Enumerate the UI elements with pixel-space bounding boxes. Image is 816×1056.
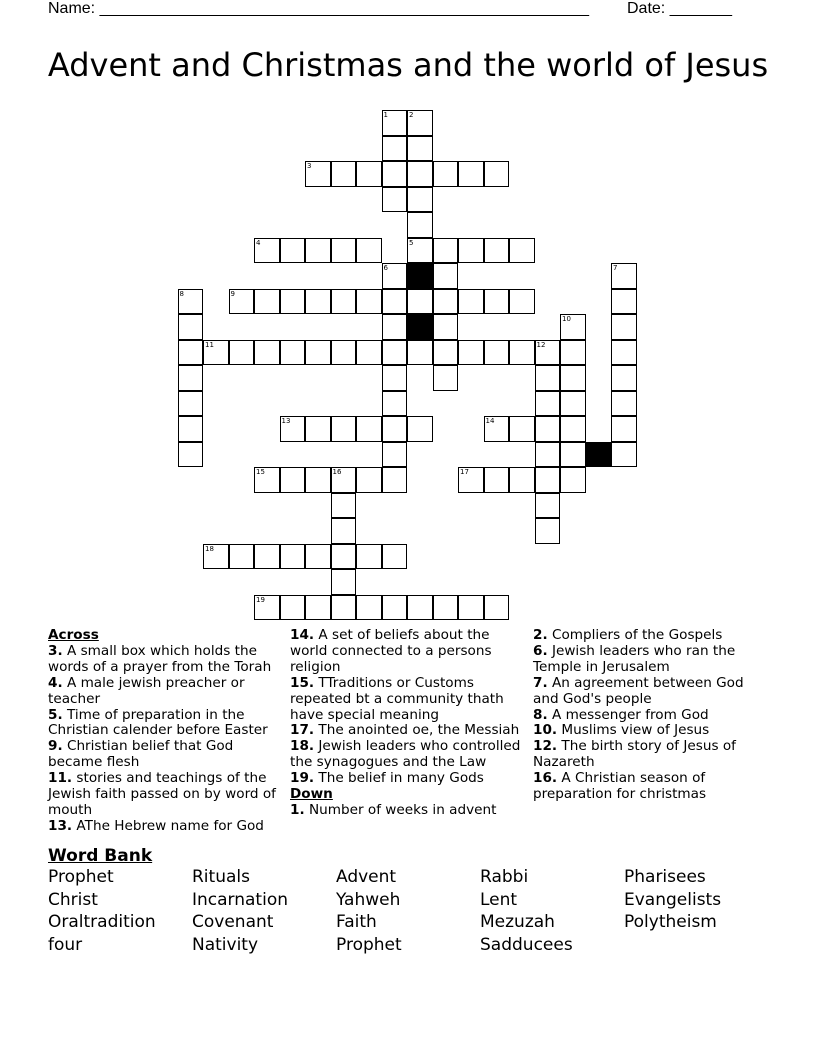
clue-item	[48, 739, 283, 771]
grid-block-cell	[407, 263, 433, 289]
clue-item	[533, 708, 768, 724]
clue-number: 12	[536, 340, 546, 349]
grid-cell[interactable]	[407, 289, 433, 315]
grid-cell[interactable]	[560, 442, 586, 468]
grid-cell[interactable]	[560, 314, 586, 340]
grid-cell[interactable]	[407, 110, 433, 136]
clue-item	[48, 771, 283, 819]
grid-cell[interactable]	[382, 544, 408, 570]
grid-cell[interactable]	[407, 187, 433, 213]
clue-number: 8	[179, 289, 184, 298]
grid-cell[interactable]	[433, 340, 459, 366]
clue-number-label: 1.	[290, 801, 305, 818]
clue-number: 18	[205, 544, 214, 553]
clue-number: 9	[230, 289, 235, 298]
grid-cell[interactable]	[203, 544, 229, 570]
grid-cell[interactable]	[254, 238, 280, 264]
clue-number: 15	[256, 468, 265, 476]
grid-cell[interactable]	[178, 340, 204, 366]
clue-number-label: 16.	[533, 770, 558, 787]
grid-cell[interactable]	[331, 595, 357, 621]
clue-item	[290, 803, 525, 819]
clue-number-label: 13.	[48, 817, 73, 834]
grid-cell[interactable]	[331, 518, 357, 544]
clue-item	[290, 739, 525, 771]
word-bank-word: Pharisees	[624, 867, 706, 887]
grid-cell[interactable]	[331, 416, 357, 442]
grid-cell[interactable]	[407, 340, 433, 366]
clue-number-label: 17.	[290, 722, 315, 739]
page-title: Advent and Christmas and the world of Jesus	[47, 46, 769, 84]
grid-cell[interactable]	[305, 467, 331, 493]
grid-cell[interactable]	[433, 289, 459, 315]
grid-cell[interactable]	[331, 467, 357, 493]
word-bank-word: Covenant	[192, 912, 274, 933]
word-bank-word: Christ	[48, 889, 98, 910]
grid-cell[interactable]	[280, 467, 306, 493]
clue-text: Muslims view of Jesus	[557, 722, 710, 739]
grid-cell[interactable]	[331, 493, 357, 519]
grid-cell[interactable]	[254, 544, 280, 570]
grid-cell[interactable]	[611, 442, 637, 468]
clue-text: Jewish leaders who controlled the synagogues and the Law	[290, 738, 521, 771]
grid-cell[interactable]	[509, 416, 535, 442]
grid-cell[interactable]	[331, 238, 357, 264]
grid-cell[interactable]	[382, 314, 408, 340]
clue-number-label: 12.	[533, 738, 558, 755]
clue-item	[290, 676, 525, 724]
clue-item	[533, 676, 768, 708]
grid-cell[interactable]	[484, 238, 510, 264]
grid-cell[interactable]	[611, 365, 637, 391]
grid-cell[interactable]	[356, 238, 382, 264]
clue-number-label: 14.	[290, 627, 315, 643]
word-bank-word: Rabbi	[480, 867, 529, 887]
clue-number: 5	[409, 238, 414, 247]
clue-number: 19	[256, 595, 265, 604]
clue-number: 7	[613, 264, 618, 272]
grid-cell[interactable]	[560, 365, 586, 391]
grid-cell[interactable]	[382, 340, 408, 366]
clue-text: The birth story of Jesus of Nazareth	[533, 738, 736, 771]
grid-cell[interactable]	[433, 314, 459, 340]
grid-cell[interactable]	[178, 314, 204, 340]
clue-item	[533, 739, 768, 771]
clue-text: A male jewish preacher or teacher	[48, 674, 245, 707]
across-clue-list	[48, 644, 283, 835]
grid-cell[interactable]	[458, 289, 484, 315]
across-clue-list-continued	[290, 628, 525, 787]
word-bank-word: Oraltradition	[48, 912, 156, 933]
word-bank-word: four	[48, 935, 83, 956]
clue-number: 3	[307, 162, 312, 170]
clue-number-label: 3.	[48, 642, 63, 659]
grid-cell[interactable]	[254, 595, 280, 621]
clue-item	[290, 628, 525, 676]
grid-cell[interactable]	[305, 416, 331, 442]
clue-number-label: 8.	[533, 706, 548, 723]
grid-cell[interactable]	[535, 442, 561, 468]
grid-cell[interactable]	[382, 442, 408, 468]
grid-cell[interactable]	[382, 467, 408, 493]
grid-cell[interactable]	[560, 416, 586, 442]
clue-number-label: 4.	[48, 674, 63, 691]
clue-item	[533, 723, 768, 739]
word-bank-column	[192, 866, 288, 957]
grid-cell[interactable]	[331, 544, 357, 570]
grid-cell[interactable]	[280, 238, 306, 264]
grid-cell[interactable]	[305, 544, 331, 570]
down-clue-list-continued	[533, 628, 768, 803]
grid-block-cell	[586, 442, 612, 468]
word-bank-word: Prophet	[336, 935, 402, 956]
clue-text: TTraditions or Customs repeated bt a community thath have special meaning	[290, 674, 504, 723]
grid-cell[interactable]	[178, 416, 204, 442]
grid-cell[interactable]	[509, 238, 535, 264]
clue-number: 4	[256, 238, 261, 247]
grid-cell[interactable]	[560, 467, 586, 493]
grid-cell[interactable]	[611, 289, 637, 315]
grid-cell[interactable]	[305, 289, 331, 315]
grid-cell[interactable]	[407, 212, 433, 238]
word-bank-word: Advent	[336, 867, 397, 887]
clue-item	[290, 771, 525, 787]
grid-cell[interactable]	[280, 595, 306, 621]
grid-cell[interactable]	[407, 416, 433, 442]
clue-item	[48, 644, 283, 676]
clue-text: A small box which holds the words of a prayer from the Torah	[48, 642, 272, 675]
clue-number: 1	[383, 111, 388, 119]
grid-cell[interactable]	[331, 289, 357, 315]
clue-number-label: 18.	[290, 738, 315, 755]
across-header: Across	[48, 627, 99, 643]
grid-cell[interactable]	[229, 544, 255, 570]
clues-column-1	[48, 628, 283, 835]
word-bank-column	[336, 866, 402, 957]
clue-text: The anointed oe, the Messiah	[314, 722, 520, 739]
grid-cell[interactable]	[560, 391, 586, 417]
clue-number-label: 10.	[533, 722, 558, 739]
grid-cell[interactable]	[535, 467, 561, 493]
grid-cell[interactable]	[407, 161, 433, 187]
grid-cell[interactable]	[433, 238, 459, 264]
grid-cell[interactable]	[509, 340, 535, 366]
grid-cell[interactable]	[433, 161, 459, 187]
grid-cell[interactable]	[611, 314, 637, 340]
clue-number-label: 11.	[48, 770, 73, 787]
grid-cell[interactable]	[382, 110, 408, 136]
grid-cell[interactable]	[382, 161, 408, 187]
word-bank-word: Incarnation	[192, 889, 288, 910]
clue-number: 13	[281, 417, 291, 425]
word-bank-column	[624, 866, 721, 934]
down-clue-list	[290, 803, 525, 819]
clue-number: 6	[383, 264, 388, 272]
grid-block-cell	[407, 314, 433, 340]
grid-cell[interactable]	[407, 595, 433, 621]
word-bank-title: Word Bank	[48, 846, 153, 866]
grid-cell[interactable]	[356, 467, 382, 493]
grid-cell[interactable]	[203, 340, 229, 366]
word-bank-word: Yahweh	[336, 889, 401, 910]
clue-number-label: 5.	[48, 706, 63, 723]
grid-cell[interactable]	[254, 467, 280, 493]
grid-cell[interactable]	[509, 289, 535, 315]
clue-number-label: 7.	[533, 674, 548, 691]
grid-cell[interactable]	[484, 161, 510, 187]
grid-cell[interactable]	[509, 467, 535, 493]
word-bank-word: Faith	[336, 912, 377, 933]
grid-cell[interactable]	[356, 289, 382, 315]
grid-cell[interactable]	[178, 391, 204, 417]
grid-cell[interactable]	[305, 340, 331, 366]
grid-cell[interactable]	[356, 595, 382, 621]
clue-number: 10	[562, 315, 571, 323]
word-bank-word: Sadducees	[480, 935, 573, 956]
grid-cell[interactable]	[458, 467, 484, 493]
grid-cell[interactable]	[280, 416, 306, 442]
grid-cell[interactable]	[433, 263, 459, 289]
grid-cell[interactable]	[356, 340, 382, 366]
grid-cell[interactable]	[382, 263, 408, 289]
clue-number: 16	[332, 468, 342, 476]
grid-cell[interactable]	[611, 263, 637, 289]
clue-number-label: 6.	[533, 642, 548, 659]
clue-text: A messenger from God	[547, 706, 709, 723]
grid-cell[interactable]	[382, 136, 408, 162]
grid-cell[interactable]	[458, 238, 484, 264]
grid-cell[interactable]	[484, 289, 510, 315]
grid-cell[interactable]	[356, 416, 382, 442]
grid-cell[interactable]	[560, 340, 586, 366]
grid-cell[interactable]	[407, 136, 433, 162]
grid-cell[interactable]	[433, 595, 459, 621]
clue-item	[48, 708, 283, 740]
grid-cell[interactable]	[382, 391, 408, 417]
grid-cell[interactable]	[535, 493, 561, 519]
grid-cell[interactable]	[280, 340, 306, 366]
clues-column-3	[533, 628, 768, 803]
grid-cell[interactable]	[535, 416, 561, 442]
grid-cell[interactable]	[458, 340, 484, 366]
grid-cell[interactable]	[484, 467, 510, 493]
grid-cell[interactable]	[331, 161, 357, 187]
grid-cell[interactable]	[535, 365, 561, 391]
grid-cell[interactable]	[178, 289, 204, 315]
word-bank-word: Polytheism	[624, 912, 717, 933]
clue-number-label: 19.	[290, 770, 315, 787]
grid-cell[interactable]	[458, 595, 484, 621]
grid-cell[interactable]	[407, 238, 433, 264]
grid-cell[interactable]	[611, 340, 637, 366]
grid-cell[interactable]	[305, 238, 331, 264]
clue-item	[533, 628, 768, 644]
grid-cell[interactable]	[229, 289, 255, 315]
clue-text: stories and teachings of the Jewish faith passed on by word of mouth	[48, 770, 276, 818]
grid-cell[interactable]	[356, 544, 382, 570]
clue-number-label: 9.	[48, 738, 63, 755]
grid-cell[interactable]	[305, 161, 331, 187]
clue-number: 14	[485, 417, 495, 425]
grid-cell[interactable]	[254, 289, 280, 315]
clue-item	[533, 644, 768, 676]
grid-cell[interactable]	[178, 442, 204, 468]
grid-cell[interactable]	[484, 595, 510, 621]
grid-cell[interactable]	[331, 340, 357, 366]
down-header: Down	[290, 786, 333, 803]
word-bank-word: Evangelists	[624, 889, 722, 910]
word-bank-column	[48, 866, 156, 957]
clues-column-2	[290, 628, 525, 819]
grid-cell[interactable]	[382, 365, 408, 391]
clue-number-label: 2.	[533, 627, 548, 643]
clue-text: Time of preparation in the Christian calender before Easter	[48, 706, 268, 739]
grid-cell[interactable]	[254, 340, 280, 366]
grid-cell[interactable]	[535, 391, 561, 417]
grid-cell[interactable]	[178, 365, 204, 391]
grid-cell[interactable]	[433, 365, 459, 391]
clue-text: A Christian season of preparation for christmas	[533, 770, 707, 803]
clue-text: An agreement between God and God's people	[533, 674, 744, 707]
clue-number: 11	[205, 340, 214, 349]
word-bank-word: Nativity	[192, 935, 259, 956]
clue-text: The belief in many Gods	[314, 770, 484, 787]
date-field[interactable]: Date: _______	[627, 0, 732, 17]
name-field[interactable]: Name: _______________________________________________________	[48, 0, 589, 17]
word-bank-column	[480, 866, 573, 957]
word-bank-word: Rituals	[192, 867, 250, 887]
clue-item	[533, 771, 768, 803]
grid-cell[interactable]	[458, 161, 484, 187]
clue-text: AThe Hebrew name for God	[72, 817, 264, 834]
word-bank-word: Prophet	[48, 867, 114, 887]
grid-cell[interactable]	[484, 340, 510, 366]
grid-cell[interactable]	[280, 544, 306, 570]
grid-cell[interactable]	[611, 391, 637, 417]
grid-cell[interactable]	[611, 416, 637, 442]
clue-text: Jewish leaders who ran the Temple in Jerusalem	[533, 642, 736, 675]
grid-cell[interactable]	[305, 595, 331, 621]
clue-text: Number of weeks in advent	[304, 801, 497, 818]
word-bank-word: Mezuzah	[480, 912, 555, 933]
clue-item	[48, 819, 283, 835]
clue-text: Compliers of the Gospels	[547, 627, 723, 643]
grid-cell[interactable]	[356, 161, 382, 187]
grid-cell[interactable]	[382, 187, 408, 213]
clue-number-label: 15.	[290, 674, 315, 691]
grid-cell[interactable]	[535, 340, 561, 366]
grid-cell[interactable]	[382, 595, 408, 621]
grid-cell[interactable]	[331, 569, 357, 595]
grid-cell[interactable]	[280, 289, 306, 315]
clue-number: 2	[409, 111, 414, 119]
grid-cell[interactable]	[535, 518, 561, 544]
grid-cell[interactable]	[229, 340, 255, 366]
grid-cell[interactable]	[382, 416, 408, 442]
grid-cell[interactable]	[382, 289, 408, 315]
word-bank-word: Lent	[480, 889, 518, 910]
clue-text: A set of beliefs about the world connected to a persons religion	[290, 627, 492, 675]
clue-text: Christian belief that God became flesh	[48, 738, 234, 771]
clue-item	[48, 676, 283, 708]
grid-cell[interactable]	[484, 416, 510, 442]
clue-item	[290, 723, 525, 739]
clue-number: 17	[460, 468, 469, 476]
